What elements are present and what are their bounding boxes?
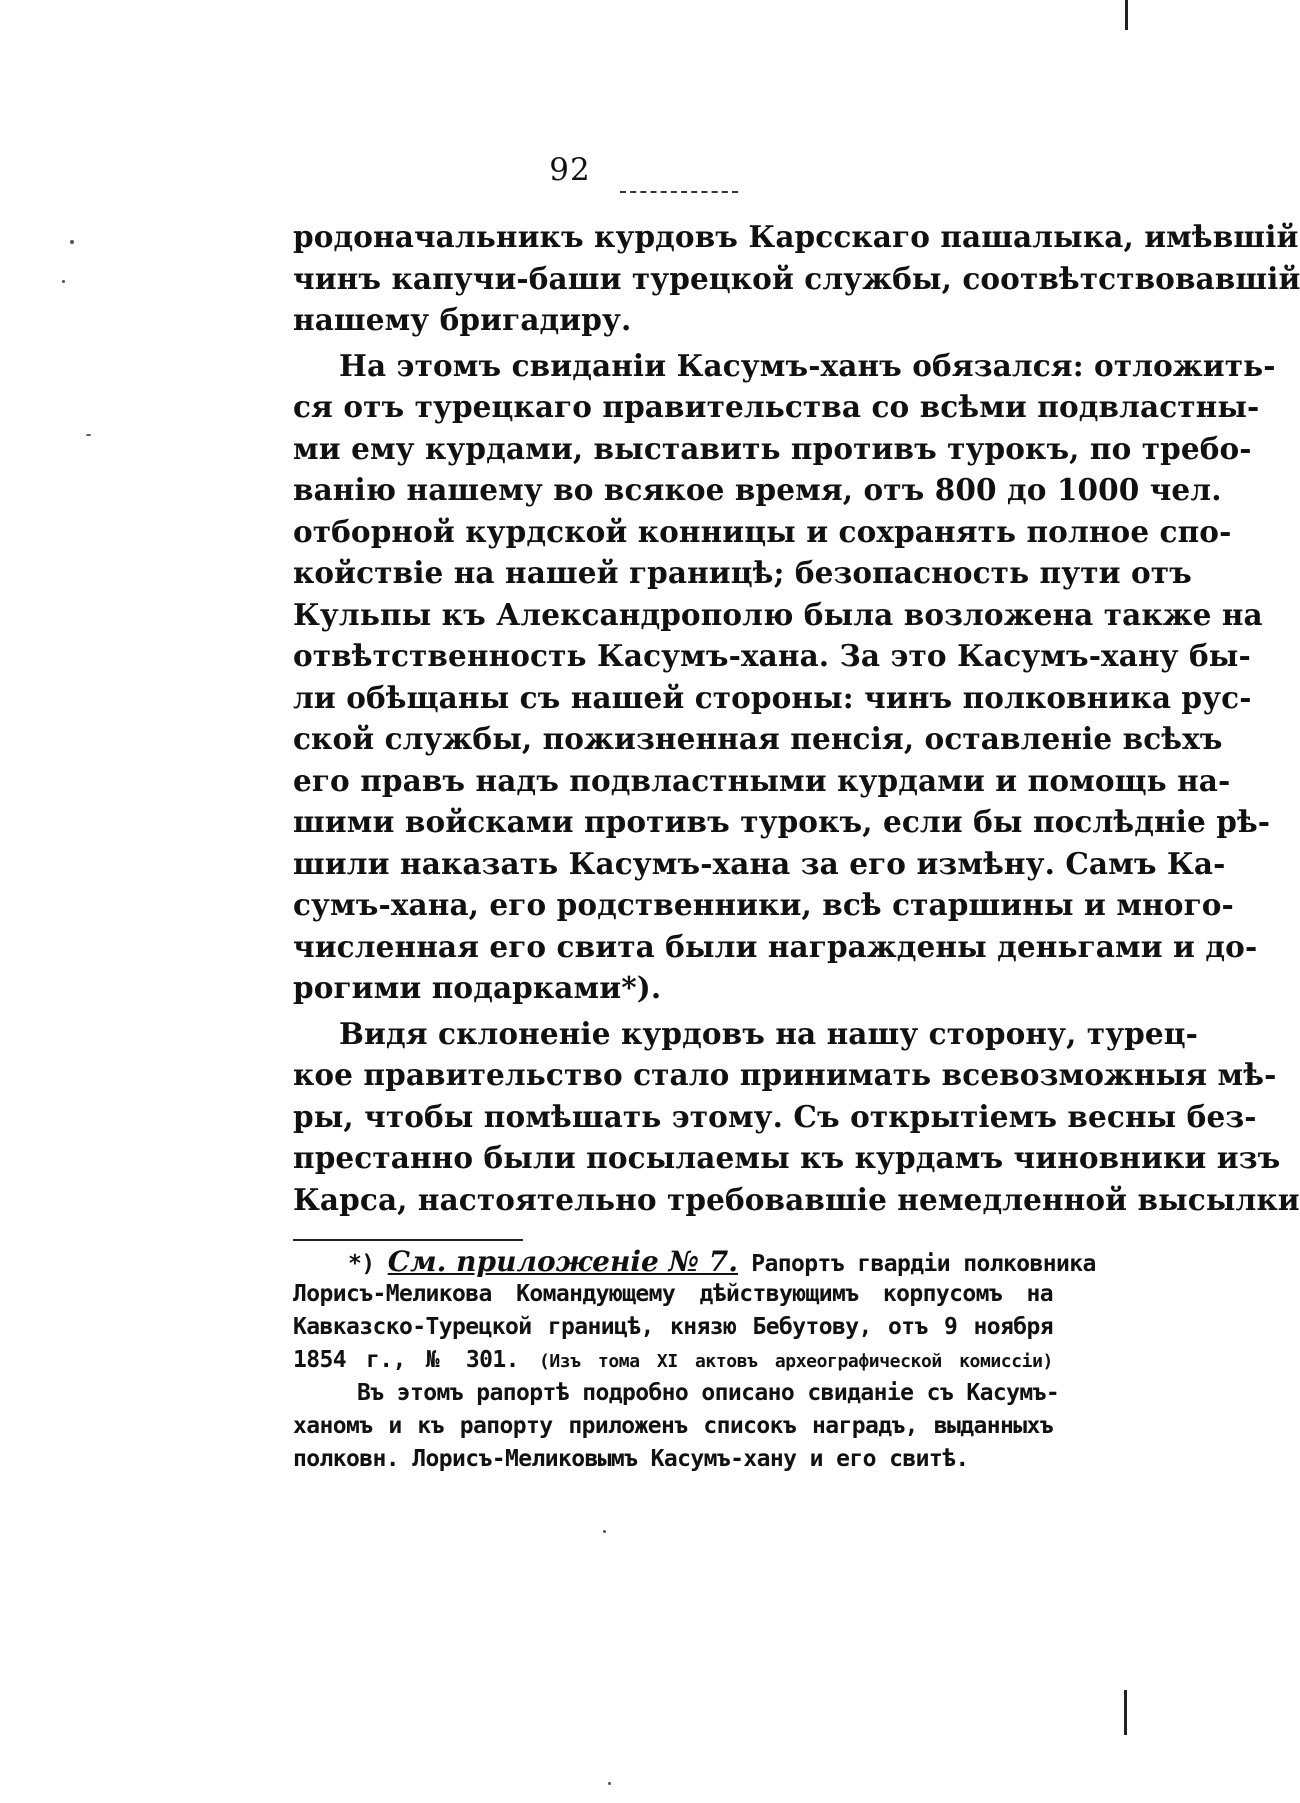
footnote-marker: *) xyxy=(348,1251,375,1277)
text-line: численная его свита были награждены деньгами и до- xyxy=(293,928,1258,964)
text-line: ми ему курдами, выставить противъ турокъ, по требо- xyxy=(293,430,1252,466)
text-line: ли обѣщаны съ нашей стороны: чинъ полковника рус- xyxy=(293,679,1252,715)
scan-edge-mark-top xyxy=(1125,0,1128,30)
text-line: рогими подарками*). xyxy=(293,970,662,1005)
footnote-line: Кавказско-Турецкой границѣ, князю Бебутову, отъ 9 ноября xyxy=(293,1314,1053,1340)
text-line: его правъ надъ подвластными курдами и помощь на- xyxy=(293,762,1231,798)
text-line: отборной курдской конницы и сохранять полное спо- xyxy=(293,513,1232,549)
text-line: чинъ капучи-баши турецкой службы, соотвѣтствовавшій xyxy=(293,260,1300,296)
page-number-rule xyxy=(620,191,738,193)
text-line: Видя склоненіе курдовъ на нашу сторону, турец- xyxy=(339,1015,1199,1051)
text-line: Карса, настоятельно требовавшіе немедленной высылки xyxy=(293,1181,1300,1217)
scan-speck xyxy=(608,1782,611,1785)
text-line: шили наказать Касумъ-хана за его измѣну. Самъ Ка- xyxy=(293,845,1226,881)
footnote-line xyxy=(293,1245,1096,1278)
text-line: ся отъ турецкаго правительства со всѣми подвластны- xyxy=(293,389,1260,424)
scan-speck xyxy=(86,434,91,436)
text-line: престанно были посылаемы къ курдамъ чиновники изъ xyxy=(293,1140,1281,1175)
text-line: кое правительство стало принимать всевозможныя мѣ- xyxy=(293,1057,1277,1092)
text-line: Кульпы къ Александрополю была возложена также на xyxy=(293,596,1263,632)
footnote-text: 1854 г., № 301. xyxy=(293,1347,519,1373)
paragraph-1 xyxy=(293,216,1300,341)
page-number: 92 xyxy=(549,152,591,188)
text-line: ской службы, пожизненная пенсія, оставленіе всѣхъ xyxy=(293,721,1223,756)
text-line: ры, чтобы помѣшать этому. Съ открытіемъ весны без- xyxy=(293,1098,1257,1134)
text-line: койствіе на нашей границѣ; безопасность пути отъ xyxy=(293,555,1192,590)
paragraph-3 xyxy=(293,1013,1300,1221)
text-line: отвѣтственность Касумъ-хана. За это Касумъ-хану бы- xyxy=(293,638,1251,673)
text-line: нашему бригадиру. xyxy=(293,302,632,337)
main-text xyxy=(293,216,1300,1224)
paragraph-2 xyxy=(293,345,1276,1009)
footnote-line xyxy=(293,1344,1053,1377)
scan-edge-mark-bottom xyxy=(1124,1690,1127,1735)
footnote-text: Рапортъ гвардіи полковника xyxy=(751,1251,1096,1277)
scan-speck xyxy=(62,280,65,283)
footnote-line: ханомъ и къ рапорту приложенъ списокъ наградъ, выданныхъ xyxy=(293,1413,1053,1439)
text-line: ванію нашему во всякое время, отъ 800 до 1000 чел. xyxy=(293,472,1222,507)
footnote-line: Лорисъ-Меликова Командующему дѣйствующимъ корпусомъ на xyxy=(293,1281,1053,1307)
text-line: родоначальникъ курдовъ Карсскаго пашалыка, имѣвшій xyxy=(293,219,1299,254)
footnote-line: Въ этомъ рапортѣ подробно описано свиданіе съ Касумъ- xyxy=(357,1380,1060,1406)
text-line: На этомъ свиданіи Касумъ-ханъ обязался: отложить- xyxy=(339,347,1276,383)
footnote-line: полковн. Лорисъ-Меликовымъ Касумъ-хану и его свитѣ. xyxy=(293,1446,969,1472)
footnote-separator xyxy=(293,1239,523,1241)
scan-speck xyxy=(603,1530,606,1533)
text-line: шими войсками противъ турокъ, если бы послѣдніе рѣ- xyxy=(293,804,1271,839)
footnote-source: (Изъ тома XI актовъ археографической комиссіи) xyxy=(538,1351,1053,1372)
text-line: сумъ-хана, его родственники, всѣ старшины и много- xyxy=(293,887,1234,922)
footnote xyxy=(293,1245,1096,1476)
footnote-reference: См. приложеніе № 7. xyxy=(387,1245,739,1278)
scan-speck xyxy=(70,240,74,244)
